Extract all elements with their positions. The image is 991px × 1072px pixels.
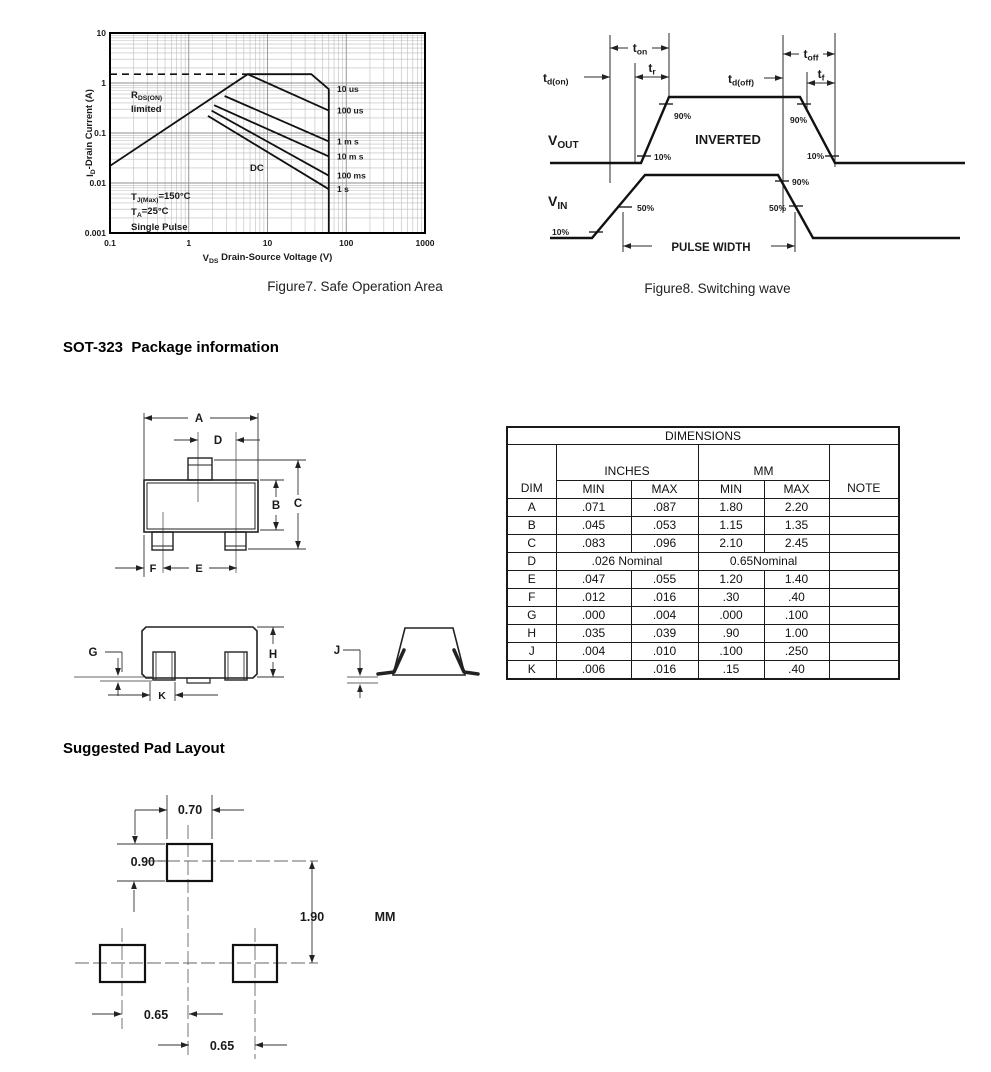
cell-note bbox=[829, 571, 899, 589]
dim-f-label: F bbox=[149, 563, 157, 575]
arrowhead-icon bbox=[175, 692, 183, 698]
cell-dim: K bbox=[507, 661, 556, 680]
cell-note bbox=[829, 625, 899, 643]
t-off-label: $t_{off}$ bbox=[803, 47, 819, 63]
arrowhead-icon bbox=[775, 75, 783, 81]
side-body-outline bbox=[142, 627, 257, 683]
table-row bbox=[507, 535, 899, 553]
cell-value: 1.20 bbox=[698, 571, 764, 589]
dim-c-label: C bbox=[293, 498, 303, 510]
package-top-view bbox=[110, 405, 340, 590]
cell-dim: C bbox=[507, 535, 556, 553]
side-dimension-lines bbox=[74, 627, 284, 701]
dim-d-label: D bbox=[213, 435, 223, 447]
cell-dim: J bbox=[507, 643, 556, 661]
arrowhead-icon bbox=[783, 51, 791, 57]
arrowhead-icon bbox=[827, 51, 835, 57]
arrowhead-icon bbox=[270, 627, 276, 635]
vin-label: $V_{IN}$ bbox=[548, 193, 568, 213]
cell-value: .053 bbox=[631, 517, 698, 535]
soa-line-label: 100 us bbox=[337, 105, 364, 116]
cell-value: .006 bbox=[556, 661, 631, 680]
center-lines bbox=[163, 432, 236, 573]
arrowhead-icon bbox=[807, 80, 815, 86]
cell-value: .100 bbox=[698, 643, 764, 661]
figure7-caption: Figure7. Safe Operation Area bbox=[267, 279, 443, 294]
cell-value: .30 bbox=[698, 589, 764, 607]
x-tick-label: 1000 bbox=[415, 238, 435, 248]
soa-line-label: 1 m s bbox=[337, 136, 359, 147]
cell-value: .40 bbox=[764, 661, 829, 680]
arrowhead-icon bbox=[250, 415, 258, 421]
vin-fall-50pct: 50% bbox=[768, 203, 786, 213]
soa-series-100ms bbox=[212, 111, 329, 176]
cell-note bbox=[829, 517, 899, 535]
cell-value: .035 bbox=[556, 625, 631, 643]
arrowhead-icon bbox=[602, 74, 610, 80]
arrowhead-icon bbox=[787, 243, 795, 249]
cell-value: .096 bbox=[631, 535, 698, 553]
pitch-bottom-dim: 0.65 bbox=[209, 1039, 235, 1053]
table-row bbox=[507, 499, 899, 517]
table-row bbox=[507, 553, 899, 571]
cell-note bbox=[829, 553, 899, 571]
cell-value: .004 bbox=[556, 643, 631, 661]
y-tick-label: 0.1 bbox=[94, 128, 106, 138]
cell-dim: F bbox=[507, 589, 556, 607]
arrowhead-icon bbox=[142, 692, 150, 698]
pad-height-dim: 0.90 bbox=[130, 855, 155, 869]
cell-value: .90 bbox=[698, 625, 764, 643]
cell-dim: A bbox=[507, 499, 556, 517]
t-r-label: $t_r$ bbox=[648, 61, 656, 77]
y-tick-label: 1 bbox=[101, 78, 106, 88]
cell-value: .039 bbox=[631, 625, 698, 643]
col-header-minmax: MIN bbox=[698, 481, 764, 499]
soa-annotation-dc: DC bbox=[250, 163, 264, 174]
arrowhead-icon bbox=[357, 684, 363, 692]
cell-value: .100 bbox=[764, 607, 829, 625]
t-d-on-label: $t_{d(on)}$ bbox=[543, 71, 569, 87]
dim-j-label: J bbox=[333, 645, 341, 657]
arrowhead-icon bbox=[309, 861, 315, 869]
table-row bbox=[507, 625, 899, 643]
arrowhead-icon bbox=[270, 669, 276, 677]
soa-line-label: 10 m s bbox=[337, 151, 364, 162]
switching-wave-diagram bbox=[540, 22, 970, 268]
y-tick-label: 10 bbox=[96, 28, 106, 38]
x-axis-label: $V_{DS}$ Drain-Source Voltage (V) bbox=[202, 252, 333, 266]
vin-left-10pct: 10% bbox=[552, 227, 570, 237]
table-title: DIMENSIONS bbox=[507, 427, 899, 445]
cell-value: .012 bbox=[556, 589, 631, 607]
arrowhead-icon bbox=[212, 807, 220, 813]
arrowhead-icon bbox=[115, 668, 121, 676]
arrowhead-icon bbox=[661, 74, 669, 80]
cell-value: .016 bbox=[631, 661, 698, 680]
vout-fall-10pct: 10% bbox=[807, 151, 825, 161]
soa-line-label: 100 ms bbox=[337, 170, 366, 181]
dim-a-label: A bbox=[194, 413, 204, 425]
cell-dim: G bbox=[507, 607, 556, 625]
cell-value: 2.45 bbox=[764, 535, 829, 553]
dim-b-label: B bbox=[271, 500, 281, 512]
package-body-outline bbox=[144, 458, 258, 550]
vout-label: $V_{OUT}$ bbox=[548, 132, 579, 152]
cell-inches-nominal: .026 Nominal bbox=[556, 553, 698, 571]
figure8-caption: Figure8. Switching wave bbox=[644, 281, 791, 296]
arrowhead-icon bbox=[255, 1042, 263, 1048]
package-section-title: SOT-323 Package information bbox=[63, 339, 279, 356]
pad-layout-title: Suggested Pad Layout bbox=[63, 740, 225, 757]
dim-k-label: K bbox=[158, 690, 166, 702]
arrowhead-icon bbox=[189, 1011, 197, 1017]
soa-line-label: 1 s bbox=[337, 184, 349, 195]
arrowhead-icon bbox=[163, 565, 171, 571]
cell-value: 1.40 bbox=[764, 571, 829, 589]
arrowhead-icon bbox=[144, 415, 152, 421]
x-tick-label: 0.1 bbox=[104, 238, 116, 248]
col-header-note: NOTE bbox=[829, 445, 899, 499]
table-row bbox=[507, 643, 899, 661]
x-tick-label: 1 bbox=[186, 238, 192, 248]
y-tick-label: 0.01 bbox=[89, 178, 106, 188]
soa-line-label: 10 us bbox=[337, 84, 359, 95]
cell-dim: H bbox=[507, 625, 556, 643]
arrowhead-icon bbox=[131, 881, 137, 889]
y-tick-label: 0.001 bbox=[85, 228, 106, 238]
arrowhead-icon bbox=[295, 541, 301, 549]
cell-value: 1.35 bbox=[764, 517, 829, 535]
pitch-left-dim: 0.65 bbox=[143, 1008, 169, 1022]
pulse-width-label: PULSE WIDTH bbox=[671, 242, 751, 254]
group-header-inches: INCHES bbox=[556, 445, 698, 481]
arrowhead-icon bbox=[661, 45, 669, 51]
t-d-off-label: $t_{d(off)}$ bbox=[728, 72, 755, 88]
cell-dim: D bbox=[507, 553, 556, 571]
soa-annotation-pulse: Single Pulse bbox=[131, 222, 188, 233]
cell-value: .004 bbox=[631, 607, 698, 625]
cell-value: .083 bbox=[556, 535, 631, 553]
inverted-label: INVERTED bbox=[695, 132, 761, 147]
table-group-row bbox=[507, 445, 899, 481]
cell-value: .000 bbox=[698, 607, 764, 625]
cell-value: .055 bbox=[631, 571, 698, 589]
pad-dimension-lines bbox=[92, 795, 312, 1045]
cell-value: 1.00 bbox=[764, 625, 829, 643]
table-title-row bbox=[507, 427, 899, 445]
col-header-minmax: MAX bbox=[631, 481, 698, 499]
cell-value: .250 bbox=[764, 643, 829, 661]
table-row bbox=[507, 661, 899, 680]
cell-dim: B bbox=[507, 517, 556, 535]
soa-annotation-ta: $T_A=25^\circ C$ bbox=[131, 206, 169, 220]
cell-value: 2.20 bbox=[764, 499, 829, 517]
table-row bbox=[507, 607, 899, 625]
arrowhead-icon bbox=[114, 1011, 122, 1017]
table-row bbox=[507, 517, 899, 535]
cell-note bbox=[829, 607, 899, 625]
soa-annotation-rds_line1: $R_{DS(ON)}$ bbox=[131, 90, 163, 103]
cell-value: .40 bbox=[764, 589, 829, 607]
cell-value: .087 bbox=[631, 499, 698, 517]
y-axis-label: $I_D$-Drain Current (A) bbox=[85, 89, 98, 177]
col-header-minmax: MAX bbox=[764, 481, 829, 499]
end-view-outline bbox=[378, 628, 478, 675]
group-header-mm: MM bbox=[698, 445, 829, 481]
vin-rise-50pct: 50% bbox=[637, 203, 655, 213]
cell-value: .010 bbox=[631, 643, 698, 661]
soa-chart-svg bbox=[85, 18, 505, 274]
arrowhead-icon bbox=[635, 74, 643, 80]
table-row bbox=[507, 571, 899, 589]
arrowhead-icon bbox=[159, 807, 167, 813]
pad-layout-drawing bbox=[70, 782, 500, 1072]
cell-note bbox=[829, 589, 899, 607]
table-row bbox=[507, 589, 899, 607]
arrowhead-icon bbox=[115, 682, 121, 690]
arrowhead-icon bbox=[309, 955, 315, 963]
soa-annotation-rds_line2: limited bbox=[131, 104, 162, 115]
dimensions-table bbox=[506, 426, 900, 680]
pad-bottom-left bbox=[100, 945, 145, 982]
package-side-view bbox=[60, 598, 490, 713]
soa-chart bbox=[85, 18, 505, 274]
dim-e-label: E bbox=[195, 563, 203, 575]
arrowhead-icon bbox=[236, 437, 244, 443]
pad-width-dim: 0.70 bbox=[177, 803, 203, 817]
cell-note bbox=[829, 643, 899, 661]
soa-annotation-tj: $T_{J(Max)}=150^\circ C$ bbox=[131, 191, 191, 205]
cell-value: 1.15 bbox=[698, 517, 764, 535]
x-tick-label: 100 bbox=[339, 238, 354, 248]
arrowhead-icon bbox=[357, 668, 363, 676]
cell-value: .15 bbox=[698, 661, 764, 680]
x-tick-label: 10 bbox=[262, 238, 273, 248]
vout-rise-10pct: 10% bbox=[654, 152, 672, 162]
vout-fall-90pct: 90% bbox=[790, 115, 808, 125]
t-on-label: $t_{on}$ bbox=[632, 41, 648, 57]
t-f-label: $t_f$ bbox=[817, 67, 825, 83]
vout-rise-90pct: 90% bbox=[674, 111, 692, 121]
cell-value: .000 bbox=[556, 607, 631, 625]
vin-fall-90pct: 90% bbox=[792, 177, 810, 187]
row-pitch-dim: 1.90 bbox=[299, 910, 325, 924]
arrowhead-icon bbox=[295, 460, 301, 468]
arrowhead-icon bbox=[190, 437, 198, 443]
arrowhead-icon bbox=[623, 243, 631, 249]
arrowhead-icon bbox=[136, 565, 144, 571]
cell-value: .016 bbox=[631, 589, 698, 607]
cell-value: .071 bbox=[556, 499, 631, 517]
arrowhead-icon bbox=[827, 80, 835, 86]
arrowhead-icon bbox=[132, 836, 138, 844]
arrowhead-icon bbox=[273, 522, 279, 530]
cell-value: .045 bbox=[556, 517, 631, 535]
pad-center-lines bbox=[75, 825, 318, 1059]
dim-g-label: G bbox=[88, 647, 98, 659]
cell-note bbox=[829, 535, 899, 553]
arrowhead-icon bbox=[610, 45, 618, 51]
col-header-dim: DIM bbox=[507, 445, 556, 499]
arrowhead-icon bbox=[273, 480, 279, 488]
col-header-minmax: MIN bbox=[556, 481, 631, 499]
pad-top bbox=[167, 844, 212, 881]
cell-value: .047 bbox=[556, 571, 631, 589]
cell-dim: E bbox=[507, 571, 556, 589]
cell-value: 1.80 bbox=[698, 499, 764, 517]
pads bbox=[100, 844, 277, 982]
cell-mm-nominal: 0.65Nominal bbox=[698, 553, 829, 571]
units-label: MM bbox=[374, 910, 396, 924]
cell-value: 2.10 bbox=[698, 535, 764, 553]
cell-note bbox=[829, 661, 899, 680]
dim-h-label: H bbox=[268, 649, 278, 661]
cell-note bbox=[829, 499, 899, 517]
vin-waveform bbox=[550, 175, 960, 238]
vout-waveform bbox=[550, 97, 965, 163]
